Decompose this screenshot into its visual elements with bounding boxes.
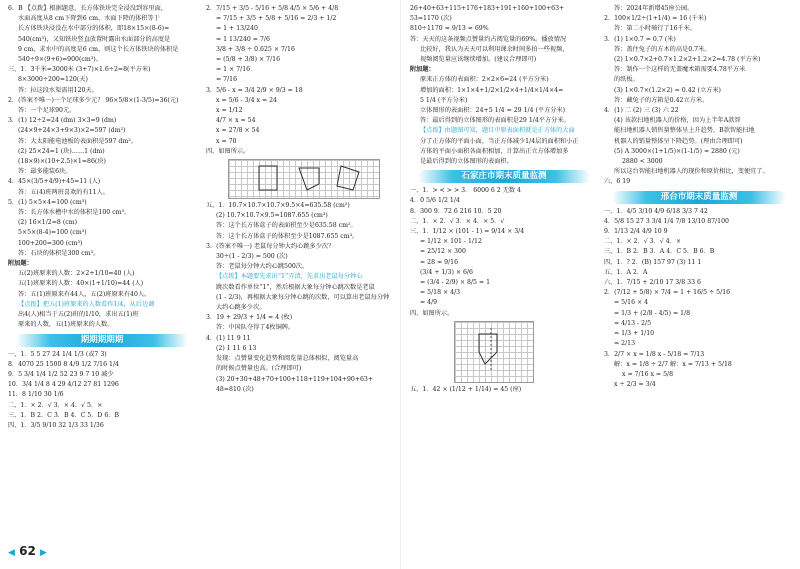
center-gutter — [400, 0, 401, 569]
text-line: 三、1．B 2．B 3．A 4．C 5．B 6．B — [604, 248, 715, 256]
text-line: 8．4070 25 1500 8 4/9 1/2 7/16 1/4 — [8, 360, 119, 368]
text-line: 原来正方体的表面积：2×2×6=24 (平方分米) — [420, 76, 549, 84]
text-line: 10．3/4 1/4 8 4 29 4/12 27 81 1296 — [8, 381, 119, 389]
text-line: 【点拨】由题图可知，题目中原表面积就是正方体的大面 — [420, 127, 575, 135]
text-line: 答：最多能装6块。 — [18, 168, 72, 176]
text-line: 5×5×(8-4)=100 (cm³) — [18, 229, 87, 237]
text-line: 答：这个长方体盒子的体积至少是1087.655 cm³。 — [216, 232, 359, 240]
text-line: 比较好，我认为天天可以利用课余时间多拍一些视频， — [420, 45, 569, 53]
text-line: = 1 13/240 = 7/6 — [216, 35, 270, 43]
text-line: x ÷ 2/3 = 3/4 — [614, 381, 656, 389]
column-3 — [410, 4, 598, 395]
text-line: 2．100×1/2÷(1+1/4) = 16 (千米) — [604, 15, 707, 23]
text-line: 4．5/8 15 27 3 3/4 1/4 7/8 13/10 87/100 — [604, 217, 729, 225]
text-line: = (5/8 + 3/8) × 7/16 — [216, 56, 281, 64]
text-line: 9 cm，求水中的高度是6 cm，则这个长方体铁块的体积是 — [18, 45, 179, 53]
text-line: 540(cm³)，又知铁块竖直放置时露出水面部分的高度是 — [18, 35, 171, 43]
text-line: 的纸板。 — [614, 76, 639, 84]
text-line: 答：制作一个这样的无盖魔术箱需要4.78平方米 — [614, 66, 746, 74]
text-line: 答：中国队夺得了4枚铜牌。 — [216, 324, 295, 332]
text-line: 五、1．42 × (1/12 + 1/14) = 45 (座) — [410, 385, 522, 393]
text-line: = 2/13 — [614, 340, 636, 348]
text-line: 2．(7/12 + 5/8) × 7/4 = 1 + 16/5 ÷ 5/16 — [604, 289, 731, 297]
text-line: 答：大太阳能电池板的表面积是597 dm²。 — [18, 137, 137, 145]
page-number-text: 62 — [19, 544, 36, 558]
text-line: 大约心跳多少次。 — [216, 304, 266, 312]
text-line: = (3/4 - 2/9) × 8/5 = 1 — [420, 279, 491, 287]
text-line: 跳次数看作单位“1”，然后根据大象每分钟心跳次数是老鼠 — [216, 283, 375, 291]
text-line: 答：长方体水槽中水的体积是100 cm³。 — [18, 209, 131, 217]
text-line: 六、1．7/15 + 2/10 17 3/8 33 6 — [604, 279, 701, 287]
text-line: 2880 < 3000 — [622, 158, 663, 166]
text-line: 4/7 × x = 54 — [216, 117, 256, 125]
text-line: x = 27/8 × 54 — [216, 127, 260, 135]
text-line: 5．(1) 5×5×4=100 (cm³) — [8, 198, 87, 206]
text-line: 26+40+63+115+176+183+191+160+100+63+ — [410, 5, 565, 12]
text-line: 五、1．10.7×10.7×10.7×9.5×4=635.58 (cm²) — [206, 202, 350, 210]
text-line: (5) A 3000×(1+1/5)×(1-1/5) ≈ 2880 (元) — [614, 147, 740, 155]
text-line: x = 7/16 x = 5/8 — [622, 370, 674, 378]
column-4 — [604, 4, 794, 390]
text-line: 8×3000÷200=120(天) — [18, 76, 88, 84]
page-number — [8, 544, 47, 558]
text-line: (2) 1 11 6 13 — [216, 344, 257, 352]
text-line: 4．45×(3/5+4/9)+45=11 (人) — [8, 178, 101, 186]
text-line: 一、1．4/5 3/10 4/9 6/18 3/3 7 42 — [604, 207, 708, 215]
text-line: 3/8 + 3/8 ÷ 0.625 × 7/16 — [216, 45, 295, 53]
text-line: 五(1)班原来的人数：40×(1+1/10)=44 (人) — [18, 280, 144, 288]
text-line: = 28 = 9/16 — [420, 258, 459, 266]
text-line: 答：一个足球90元。 — [18, 107, 76, 115]
text-line: 4．(1) 二 (2) 三 (3) 六 22 — [604, 107, 679, 115]
section-banner: 石家庄市期末质量监测 — [418, 170, 590, 183]
text-line: 立体图形的表面积：24+5 1/4 = 29 1/4 (平方分米) — [420, 107, 566, 115]
text-line: (24×9+24×3+9×3)×2=597 (dm²) — [18, 127, 126, 135]
text-line: x = 1/12 — [216, 107, 243, 115]
text-line: 答：最后得到的立体图形的表面积是29 1/4平方分米。 — [420, 117, 570, 125]
text-line: 答：拉这段水渠需用120天。 — [18, 86, 98, 94]
text-line: 长方体铁块浸没在水中部分的体积，即18×15×(8-6)= — [18, 25, 170, 33]
text-line: 答：藏兔子的方箱是0.42立方米。 — [614, 96, 709, 104]
text-line: 810÷1170 ≈ 9/13 ≈ 69% — [410, 25, 489, 33]
text-line: 是最后得到的立体图形的表面积。 — [420, 158, 513, 166]
text-line: 3．(1) 12÷2=24 (dm) 3×3=9 (dm) — [8, 117, 117, 125]
text-line: (1 - 2/3)，再根据大象每分钟心跳的次数，可以算出老鼠每分钟 — [216, 293, 390, 301]
arrow-left-icon: ◀ — [8, 548, 15, 558]
text-line: 三、1．3千米=3000米 (3+7)×1.6÷2=8(平方米) — [8, 66, 151, 74]
text-line: 出4(人)相当于五(2)班的1/10，求出五(1)班 — [18, 311, 139, 319]
text-line: 11．8 1/10 30 1/6 — [8, 391, 64, 399]
text-line: (2) 1×0.7×2+0.7×1.2×2+1.2×2=4.78 (平方米) — [614, 56, 761, 64]
text-line: 4．0 5/6 1/2 1/4 — [410, 197, 460, 205]
text-line: (18×9)×(10+2.5)×1=86(块) — [18, 158, 106, 166]
text-line: = 5/16 × 4 — [614, 299, 649, 307]
text-line: 答：老鼠每分钟大约心跳500次。 — [216, 263, 309, 271]
text-line: 答：这个长方体盒子的表面积至少是635.58 cm²。 — [216, 222, 357, 230]
text-line: = 4/9 — [420, 299, 438, 307]
text-line: 三、1．1/12 × (101 - 1) = 9/14 × 3/4 — [410, 228, 525, 236]
text-line: 答：天天的这条视频点赞量约占阅览量的69%。播放情况 — [410, 35, 567, 43]
text-line: 所以这台智能扫地机器人的现价和原价相比，变便宜了。 — [614, 168, 769, 176]
text-line: (3) 1×0.7×(1.2×2) = 0.42 (立方米) — [614, 86, 721, 94]
text-line: x = 70 — [216, 137, 237, 145]
text-line: 六、6 19 — [604, 178, 631, 186]
text-line: 视频阅览量应该继续增加。(建议合理即可) — [420, 56, 537, 64]
text-line: 9．5 3/4 1/4 1/2 52 23 9 7 10 减少 — [8, 370, 114, 378]
text-line: 3．5/6 - x = 3/4 2/9 × 9/3 = 18 — [206, 86, 303, 94]
text-line: 9．1/13 2/4 4/9 10 9 — [604, 228, 668, 236]
text-line: (2) 16×1/2=8 (cm) — [18, 219, 77, 227]
text-line: 水面高度从8 cm下降到6 cm，水面下降的体积等于 — [18, 15, 160, 23]
text-line: 答：第二小时骑行了16千米。 — [614, 25, 697, 33]
text-line: 四、1．? 2．(B) 157 97 (3) 11 1 — [604, 258, 702, 266]
text-line: = 5/18 × 4/3 — [420, 289, 461, 297]
text-line: 答：2024年新增45座公园。 — [614, 5, 694, 12]
section-banner: 期期期期期 — [16, 334, 188, 347]
text-line: 【点拨】本题要先求出“1”弄清，先求出老鼠每分钟心 — [216, 273, 363, 281]
column-1 — [8, 4, 196, 431]
text-line: = 7/16 — [216, 76, 238, 84]
text-line: = 4/13 - 2/5 — [614, 319, 652, 327]
text-line: 8．300 9．72 6 216 10．5 20 — [410, 207, 502, 215]
text-line: 3．19 + 29/3 + 1/4 = 4 (枚) — [206, 314, 293, 322]
text-line: 一、1．5 5 27 24 1/4 1/3 (或7 3) — [8, 350, 107, 358]
text-line: 五(2)班原来的人数：2×2+1/10=40 (人) — [18, 270, 135, 278]
text-line: = 1/3 + 1/10 — [614, 330, 655, 338]
text-line: 四、如图所示。 — [206, 147, 250, 155]
text-line: x = 5/6 - 3/4 x = 24 — [216, 96, 277, 104]
text-line: 三、1．B 2．C 3．B 4．C 5．D 6．B — [8, 411, 120, 419]
text-line: 答：五(4)班两班喜欢的有11人。 — [18, 188, 109, 196]
text-line: 100+200=300 (cm³) — [18, 239, 83, 247]
text-line: = 7/15 + 3/5 + 5/8 + 5/16 = 2/3 + 1/2 — [216, 15, 337, 23]
text-line: 原来的人数，五(1)班原来的人数。 — [18, 321, 114, 329]
text-line: (4) 该款扫地机器人的价格，因为上半年A款智 — [614, 117, 741, 125]
text-line: 3．(1) 1×0.7 = 0.7 (米) — [604, 35, 676, 43]
text-line: 的时候点赞量也高。(合理即可) — [216, 365, 302, 373]
text-line: 5 1/4 (平方分米) — [420, 96, 468, 104]
text-line: 方体的平面小面积各面积相加，计算出正立方体增加多 — [420, 147, 569, 155]
text-line: 2．(答案不唯一)一个足球多少元？ 96×5/8×(1-3/5)=36(元) — [8, 96, 179, 104]
text-line: 3．(答案不唯一) 老鼠每分钟大约心跳多少次？ — [206, 242, 335, 250]
text-line: 附加题： — [8, 260, 33, 268]
text-line: 2．7/15 + 3/5 - 5/16 + 5/8 4/5 × 5/6 + 4/8 — [206, 5, 339, 12]
text-line: 附加题： — [410, 66, 435, 74]
text-line: 一、1．> < > > 3． 6000 6 2 无数 4 — [410, 187, 521, 195]
text-line: (2) 25×24=1 (块)……1 (dm) — [18, 147, 105, 155]
text-line: 540÷9×(9+6)=900(cm³)。 — [18, 56, 102, 64]
drawing-grid — [454, 321, 534, 383]
text-line: 四、如图所示。 — [410, 309, 454, 317]
text-line: (2) 10.7×10.7×9.5=1087.655 (cm³) — [216, 212, 328, 220]
text-line: (3/4 + 1/3) × 6/6 — [420, 268, 473, 276]
text-line: 答：五(1)班原来有44人，五(2)班原来有40人。 — [18, 290, 151, 298]
text-line: 五、1．A 2．A — [604, 268, 648, 276]
text-line: 解：x = 1/8 ÷ 2/7 解：x = 7/13 + 5/18 — [614, 360, 732, 368]
text-line: 二、1．× 2．√ 3．× 4．× 5．√ — [410, 217, 505, 225]
text-line: 30÷(1 - 2/3) = 500 (次) — [216, 253, 288, 261]
text-line: = 1/12 × 101 - 1/12 — [420, 238, 482, 246]
text-line: 3．2/7 × x = 1/8 x - 5/18 = 7/13 — [604, 350, 705, 358]
text-line: 48=810 (次) — [216, 385, 254, 393]
text-line: 机器人的销量整体呈下降趋势。(理由合理即可) — [614, 137, 743, 145]
text-line: 答：盖住兔子的方木的高是0.7米。 — [614, 45, 711, 53]
text-line: 4．(1) 11 9 11 — [206, 334, 251, 342]
text-line: = 1 + 13/240 — [216, 25, 258, 33]
section-banner: 邢台市期末质量监测 — [612, 191, 786, 204]
text-line: 二、1．× 2．√ 3．× 4．√ 5．× — [8, 401, 103, 409]
text-line: 分了正方体的平面小面，当正方体减少1/4层的面积和小正 — [420, 137, 579, 145]
text-line: 能扫地机器人销售量整体呈上升趋势，B款智能扫地 — [614, 127, 755, 135]
text-line: 二、1．× 2．√ 3．√ 4．× — [604, 238, 682, 246]
text-line: = 1 × 7/16 — [216, 66, 251, 74]
text-line: = 1/3 + (2/8 - 4/5) = 1/8 — [614, 309, 691, 317]
text-line: = 25/12 × 300 — [420, 248, 466, 256]
text-line: 发现：点赞量变化趋势和阅览量总体相似，阅览量高 — [216, 355, 359, 363]
text-line: 答：石块的体积是300 cm³。 — [18, 249, 100, 257]
grid-figure — [229, 160, 379, 198]
text-line: 四、1．3/5 9/10 32 1/3 33 1/36 — [8, 421, 104, 429]
text-line: 增加的面积：1×1×4+1/2×1/2×4+1/4×1/4×4= — [420, 86, 564, 94]
text-line: 【点拨】把五(1)班原来的人数看作1/4，从后边调 — [18, 300, 155, 308]
drawing-grid — [228, 159, 380, 199]
grid-figure — [455, 322, 533, 382]
arrow-right-icon: ▶ — [40, 548, 47, 558]
text-line: (3) 20+30+48+70+100+118+119+104+90+63+ — [216, 375, 374, 383]
text-line: 53=1170 (次) — [410, 15, 452, 23]
column-2 — [206, 4, 394, 395]
text-line: 6．B 【点拨】根据题意，长方体铁块完全浸没到容里面， — [8, 5, 167, 12]
